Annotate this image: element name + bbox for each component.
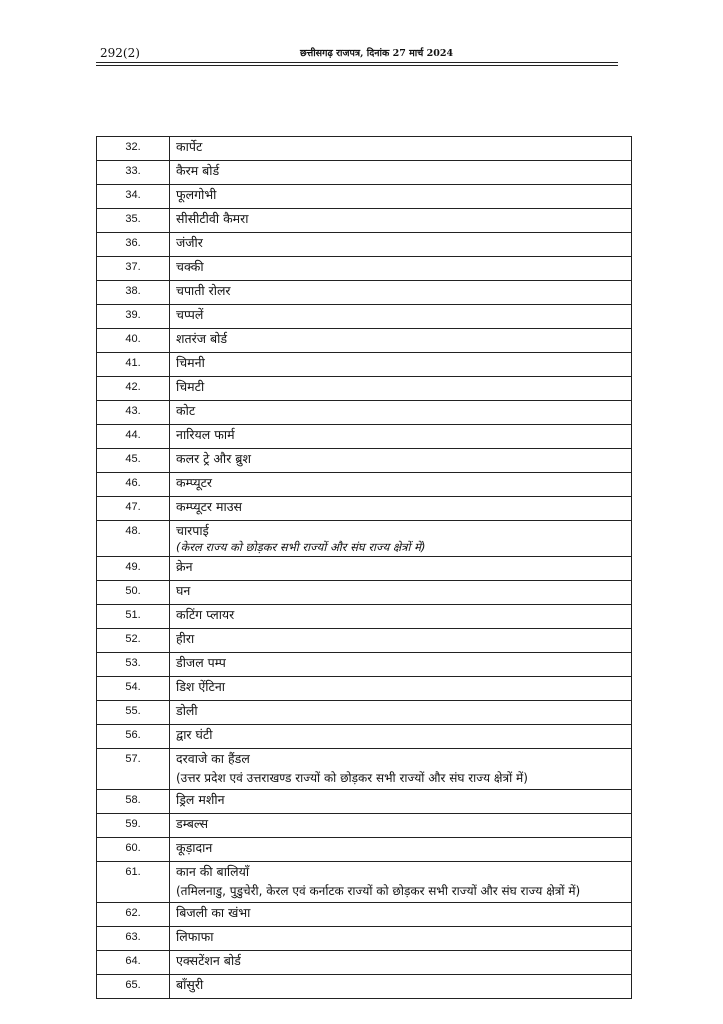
row-number: 37. xyxy=(97,257,170,281)
table-row xyxy=(97,814,632,838)
row-item xyxy=(170,209,632,233)
item-name: चिमटी xyxy=(176,379,205,394)
row-item xyxy=(170,951,632,975)
row-item xyxy=(170,838,632,862)
row-item xyxy=(170,790,632,814)
table-row xyxy=(97,677,632,701)
row-number: 63. xyxy=(97,927,170,951)
row-number: 40. xyxy=(97,329,170,353)
table-row xyxy=(97,975,632,999)
table-row xyxy=(97,473,632,497)
item-name: हीरा xyxy=(176,631,195,646)
item-name: जंजीर xyxy=(176,235,203,250)
item-name: डिश ऐंटिना xyxy=(176,679,226,694)
item-name: लिफाफा xyxy=(176,929,214,944)
page-header xyxy=(100,44,620,64)
table-row xyxy=(97,790,632,814)
item-name: शतरंज बोर्ड xyxy=(176,331,228,346)
table-row xyxy=(97,137,632,161)
table-row xyxy=(97,449,632,473)
item-name: डम्बल्स xyxy=(176,816,209,831)
row-number: 64. xyxy=(97,951,170,975)
item-name: घन xyxy=(176,583,191,598)
item-name: कम्प्यूटर माउस xyxy=(176,499,242,514)
row-item xyxy=(170,581,632,605)
table-row xyxy=(97,305,632,329)
row-number: 38. xyxy=(97,281,170,305)
item-name: चक्की xyxy=(176,259,204,274)
table-row xyxy=(97,209,632,233)
row-number: 57. xyxy=(97,749,170,790)
row-number: 59. xyxy=(97,814,170,838)
row-item xyxy=(170,305,632,329)
item-name: कम्प्यूटर xyxy=(176,475,213,490)
row-item xyxy=(170,425,632,449)
item-name: कान की बालियाँ xyxy=(176,864,250,879)
row-number: 36. xyxy=(97,233,170,257)
row-number: 50. xyxy=(97,581,170,605)
table-row xyxy=(97,161,632,185)
row-item xyxy=(170,725,632,749)
table-row xyxy=(97,581,632,605)
row-number: 62. xyxy=(97,903,170,927)
table-row xyxy=(97,629,632,653)
table-row xyxy=(97,701,632,725)
table-row xyxy=(97,749,632,790)
row-number: 51. xyxy=(97,605,170,629)
row-item xyxy=(170,233,632,257)
row-number: 54. xyxy=(97,677,170,701)
row-number: 34. xyxy=(97,185,170,209)
item-name: कैरम बोर्ड xyxy=(176,163,220,178)
row-number: 44. xyxy=(97,425,170,449)
table-row xyxy=(97,862,632,903)
table-row xyxy=(97,838,632,862)
row-item xyxy=(170,377,632,401)
item-name: बिजली का खंभा xyxy=(176,905,251,920)
row-item xyxy=(170,903,632,927)
item-name: कोट xyxy=(176,403,196,418)
row-number: 55. xyxy=(97,701,170,725)
row-item xyxy=(170,161,632,185)
row-item xyxy=(170,401,632,425)
row-number: 56. xyxy=(97,725,170,749)
table-row xyxy=(97,281,632,305)
table-row xyxy=(97,951,632,975)
table-row xyxy=(97,605,632,629)
item-name: क्रेन xyxy=(176,559,193,574)
row-number: 65. xyxy=(97,975,170,999)
row-number: 41. xyxy=(97,353,170,377)
table-row xyxy=(97,725,632,749)
row-item xyxy=(170,257,632,281)
row-item xyxy=(170,605,632,629)
row-item xyxy=(170,185,632,209)
row-item xyxy=(170,927,632,951)
row-item xyxy=(170,449,632,473)
row-item xyxy=(170,497,632,521)
row-number: 60. xyxy=(97,838,170,862)
row-item xyxy=(170,677,632,701)
item-name: कलर ट्रे और ब्रुश xyxy=(176,451,251,466)
table-row xyxy=(97,557,632,581)
table-row xyxy=(97,257,632,281)
row-number: 49. xyxy=(97,557,170,581)
table-row xyxy=(97,497,632,521)
item-name: ड्रिल मशीन xyxy=(176,792,225,807)
item-note: (तमिलनाडु, पुडुचेरी, केरल एवं कर्नाटक राज्यों को छोड़कर सभी राज्यों और संघ राज्य क्षेत्रों में) xyxy=(176,884,581,898)
header-rule-bottom xyxy=(96,65,618,66)
row-item xyxy=(170,137,632,161)
row-number: 32. xyxy=(97,137,170,161)
page-number: 292(2) xyxy=(100,46,140,60)
row-number: 33. xyxy=(97,161,170,185)
item-note: (केरल राज्य को छोड़कर सभी राज्यों और संघ राज्य क्षेत्रों में) xyxy=(176,540,426,554)
row-number: 52. xyxy=(97,629,170,653)
row-item xyxy=(170,557,632,581)
row-item xyxy=(170,629,632,653)
table-row xyxy=(97,377,632,401)
item-name: चप्पलें xyxy=(176,307,204,322)
table-row xyxy=(97,903,632,927)
item-name: कटिंग प्लायर xyxy=(176,607,235,622)
row-number: 48. xyxy=(97,521,170,557)
item-name: चपाती रोलर xyxy=(176,283,231,298)
item-name: द्वार घंटी xyxy=(176,727,213,742)
item-name: डीजल पम्प xyxy=(176,655,226,670)
item-name: फूलगोभी xyxy=(176,187,217,202)
row-item xyxy=(170,353,632,377)
item-name: डोली xyxy=(176,703,198,718)
row-number: 46. xyxy=(97,473,170,497)
row-item xyxy=(170,814,632,838)
row-item xyxy=(170,521,632,557)
item-name: एक्सटेंशन बोर्ड xyxy=(176,953,241,968)
row-item xyxy=(170,473,632,497)
item-name: कार्पेट xyxy=(176,139,203,154)
row-number: 45. xyxy=(97,449,170,473)
item-name: दरवाजे का हैंडल xyxy=(176,751,250,766)
table-row xyxy=(97,233,632,257)
item-name: बाँसुरी xyxy=(176,977,204,992)
item-name: कूड़ादान xyxy=(176,840,213,855)
row-item xyxy=(170,329,632,353)
row-item xyxy=(170,975,632,999)
item-name: चारपाई xyxy=(176,523,209,538)
table-row xyxy=(97,521,632,557)
item-note: (उत्तर प्रदेश एवं उत्तराखण्ड राज्यों को छोड़कर सभी राज्यों और संघ राज्य क्षेत्रों में) xyxy=(176,771,528,785)
table-row xyxy=(97,653,632,677)
table-row xyxy=(97,185,632,209)
row-number: 61. xyxy=(97,862,170,903)
row-item xyxy=(170,749,632,790)
table-row xyxy=(97,425,632,449)
row-number: 42. xyxy=(97,377,170,401)
row-number: 43. xyxy=(97,401,170,425)
row-number: 58. xyxy=(97,790,170,814)
row-item xyxy=(170,701,632,725)
item-name: सीसीटीवी कैमरा xyxy=(176,211,249,226)
table-row xyxy=(97,329,632,353)
row-number: 47. xyxy=(97,497,170,521)
table-row xyxy=(97,401,632,425)
row-number: 35. xyxy=(97,209,170,233)
item-name: नारियल फार्म xyxy=(176,427,235,442)
item-name: चिमनी xyxy=(176,355,205,370)
row-item xyxy=(170,862,632,903)
row-number: 39. xyxy=(97,305,170,329)
header-rule-top xyxy=(96,62,618,63)
table-row xyxy=(97,927,632,951)
table-row xyxy=(97,353,632,377)
gazette-title: छत्तीसगढ़ राजपत्र, दिनांक 27 मार्च 2024 xyxy=(300,48,454,59)
row-number: 53. xyxy=(97,653,170,677)
row-item xyxy=(170,653,632,677)
items-table xyxy=(96,136,632,999)
row-item xyxy=(170,281,632,305)
